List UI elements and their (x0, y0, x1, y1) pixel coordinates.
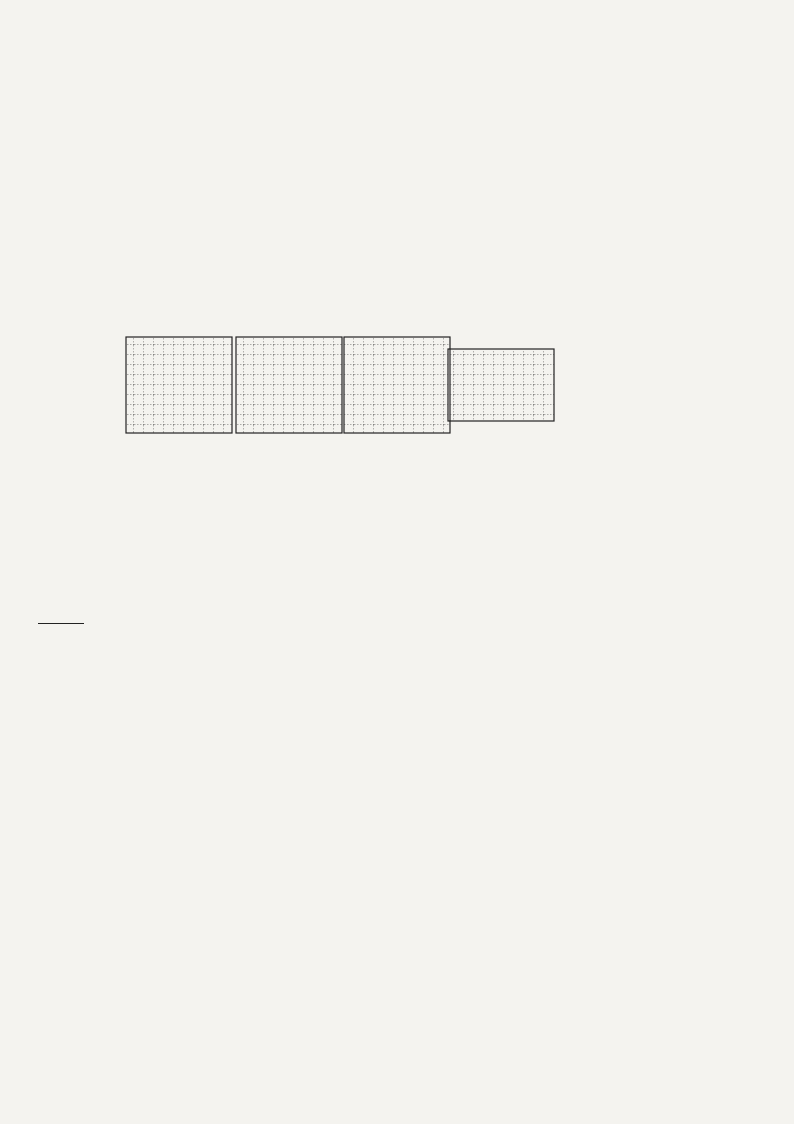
wave-jia (126, 337, 232, 433)
q8-line1 (38, 607, 84, 630)
oscilloscope-figure (124, 335, 564, 455)
wave-bing (344, 337, 450, 433)
wave-yi (236, 337, 342, 433)
q8-blank-1[interactable] (38, 607, 84, 624)
wave-ding (448, 349, 554, 421)
